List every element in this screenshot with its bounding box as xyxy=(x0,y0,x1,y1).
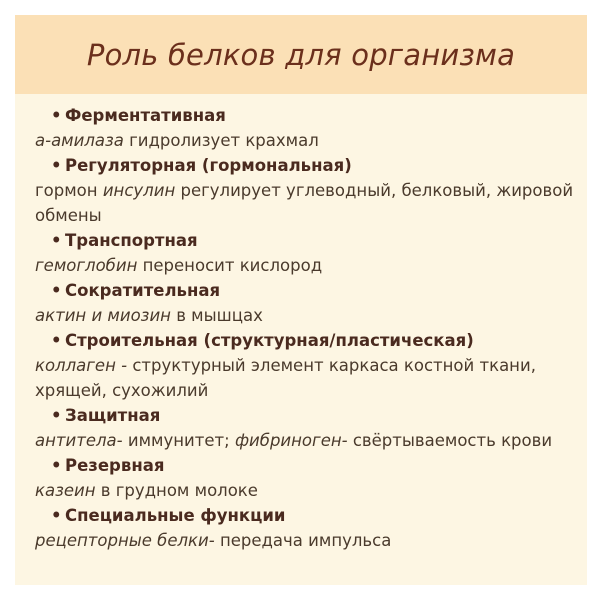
role-heading-label: Регуляторная (гормональная) xyxy=(65,156,352,175)
role-heading-label: Защитная xyxy=(65,406,161,425)
role-description xyxy=(35,353,580,403)
role-heading xyxy=(35,228,580,253)
page-title: Роль белков для организма xyxy=(86,38,516,72)
role-heading xyxy=(35,153,580,178)
role-heading-label: Ферментативная xyxy=(65,106,226,125)
role-description xyxy=(35,178,580,228)
protein-term: коллаген - xyxy=(35,356,128,375)
role-description xyxy=(35,528,580,553)
role-item xyxy=(35,403,580,453)
bullet-icon: • xyxy=(51,106,62,125)
role-heading-label: Транспортная xyxy=(65,231,198,250)
bullet-icon: • xyxy=(51,331,62,350)
role-description xyxy=(35,128,580,153)
protein-term: актин и миозин xyxy=(35,306,171,325)
role-item xyxy=(35,228,580,278)
role-description xyxy=(35,303,580,328)
description-text: в грудном молоке xyxy=(95,481,258,500)
role-heading xyxy=(35,403,580,428)
protein-term: рецепторные белки- xyxy=(35,531,215,550)
bullet-icon: • xyxy=(51,281,62,300)
description-text: структурный элемент каркаса костной ткани, хрящей, сухожилий xyxy=(35,356,536,400)
role-heading xyxy=(35,328,580,353)
title-banner xyxy=(15,15,587,94)
role-item xyxy=(35,453,580,503)
description-text: гидролизует крахмал xyxy=(123,131,319,150)
description-text: передача импульса xyxy=(214,531,392,550)
description-text: свёртываемость крови xyxy=(347,431,553,450)
protein-roles-list xyxy=(35,103,580,553)
role-description xyxy=(35,478,580,503)
description-text: переносит кислород xyxy=(137,256,323,275)
protein-term: а-амилаза xyxy=(35,131,124,150)
bullet-icon: • xyxy=(51,456,62,475)
role-heading-label: Специальные функции xyxy=(65,506,286,525)
bullet-icon: • xyxy=(51,406,62,425)
protein-term: фибриноген- xyxy=(234,431,348,450)
bullet-icon: • xyxy=(51,231,62,250)
description-text: в мышцах xyxy=(170,306,263,325)
role-heading xyxy=(35,103,580,128)
protein-term: гемоглобин xyxy=(35,256,138,275)
protein-term: антитела- xyxy=(35,431,123,450)
role-item xyxy=(35,328,580,403)
protein-term: казеин xyxy=(35,481,96,500)
role-heading xyxy=(35,503,580,528)
role-item xyxy=(35,278,580,328)
role-description xyxy=(35,428,580,453)
role-item xyxy=(35,503,580,553)
slide-card xyxy=(15,15,587,585)
role-item xyxy=(35,153,580,228)
bullet-icon: • xyxy=(51,156,62,175)
role-heading-label: Строительная (структурная/пластическая) xyxy=(65,331,474,350)
protein-term: инсулин xyxy=(102,181,176,200)
role-item xyxy=(35,103,580,153)
role-heading xyxy=(35,453,580,478)
role-heading-label: Резервная xyxy=(65,456,165,475)
description-text: гормон xyxy=(35,181,103,200)
role-description xyxy=(35,253,580,278)
role-heading xyxy=(35,278,580,303)
bullet-icon: • xyxy=(51,506,62,525)
role-heading-label: Сократительная xyxy=(65,281,221,300)
description-text: иммунитет; xyxy=(122,431,235,450)
description-text: регулирует углеводный, белковый, жировой обмены xyxy=(35,181,574,225)
